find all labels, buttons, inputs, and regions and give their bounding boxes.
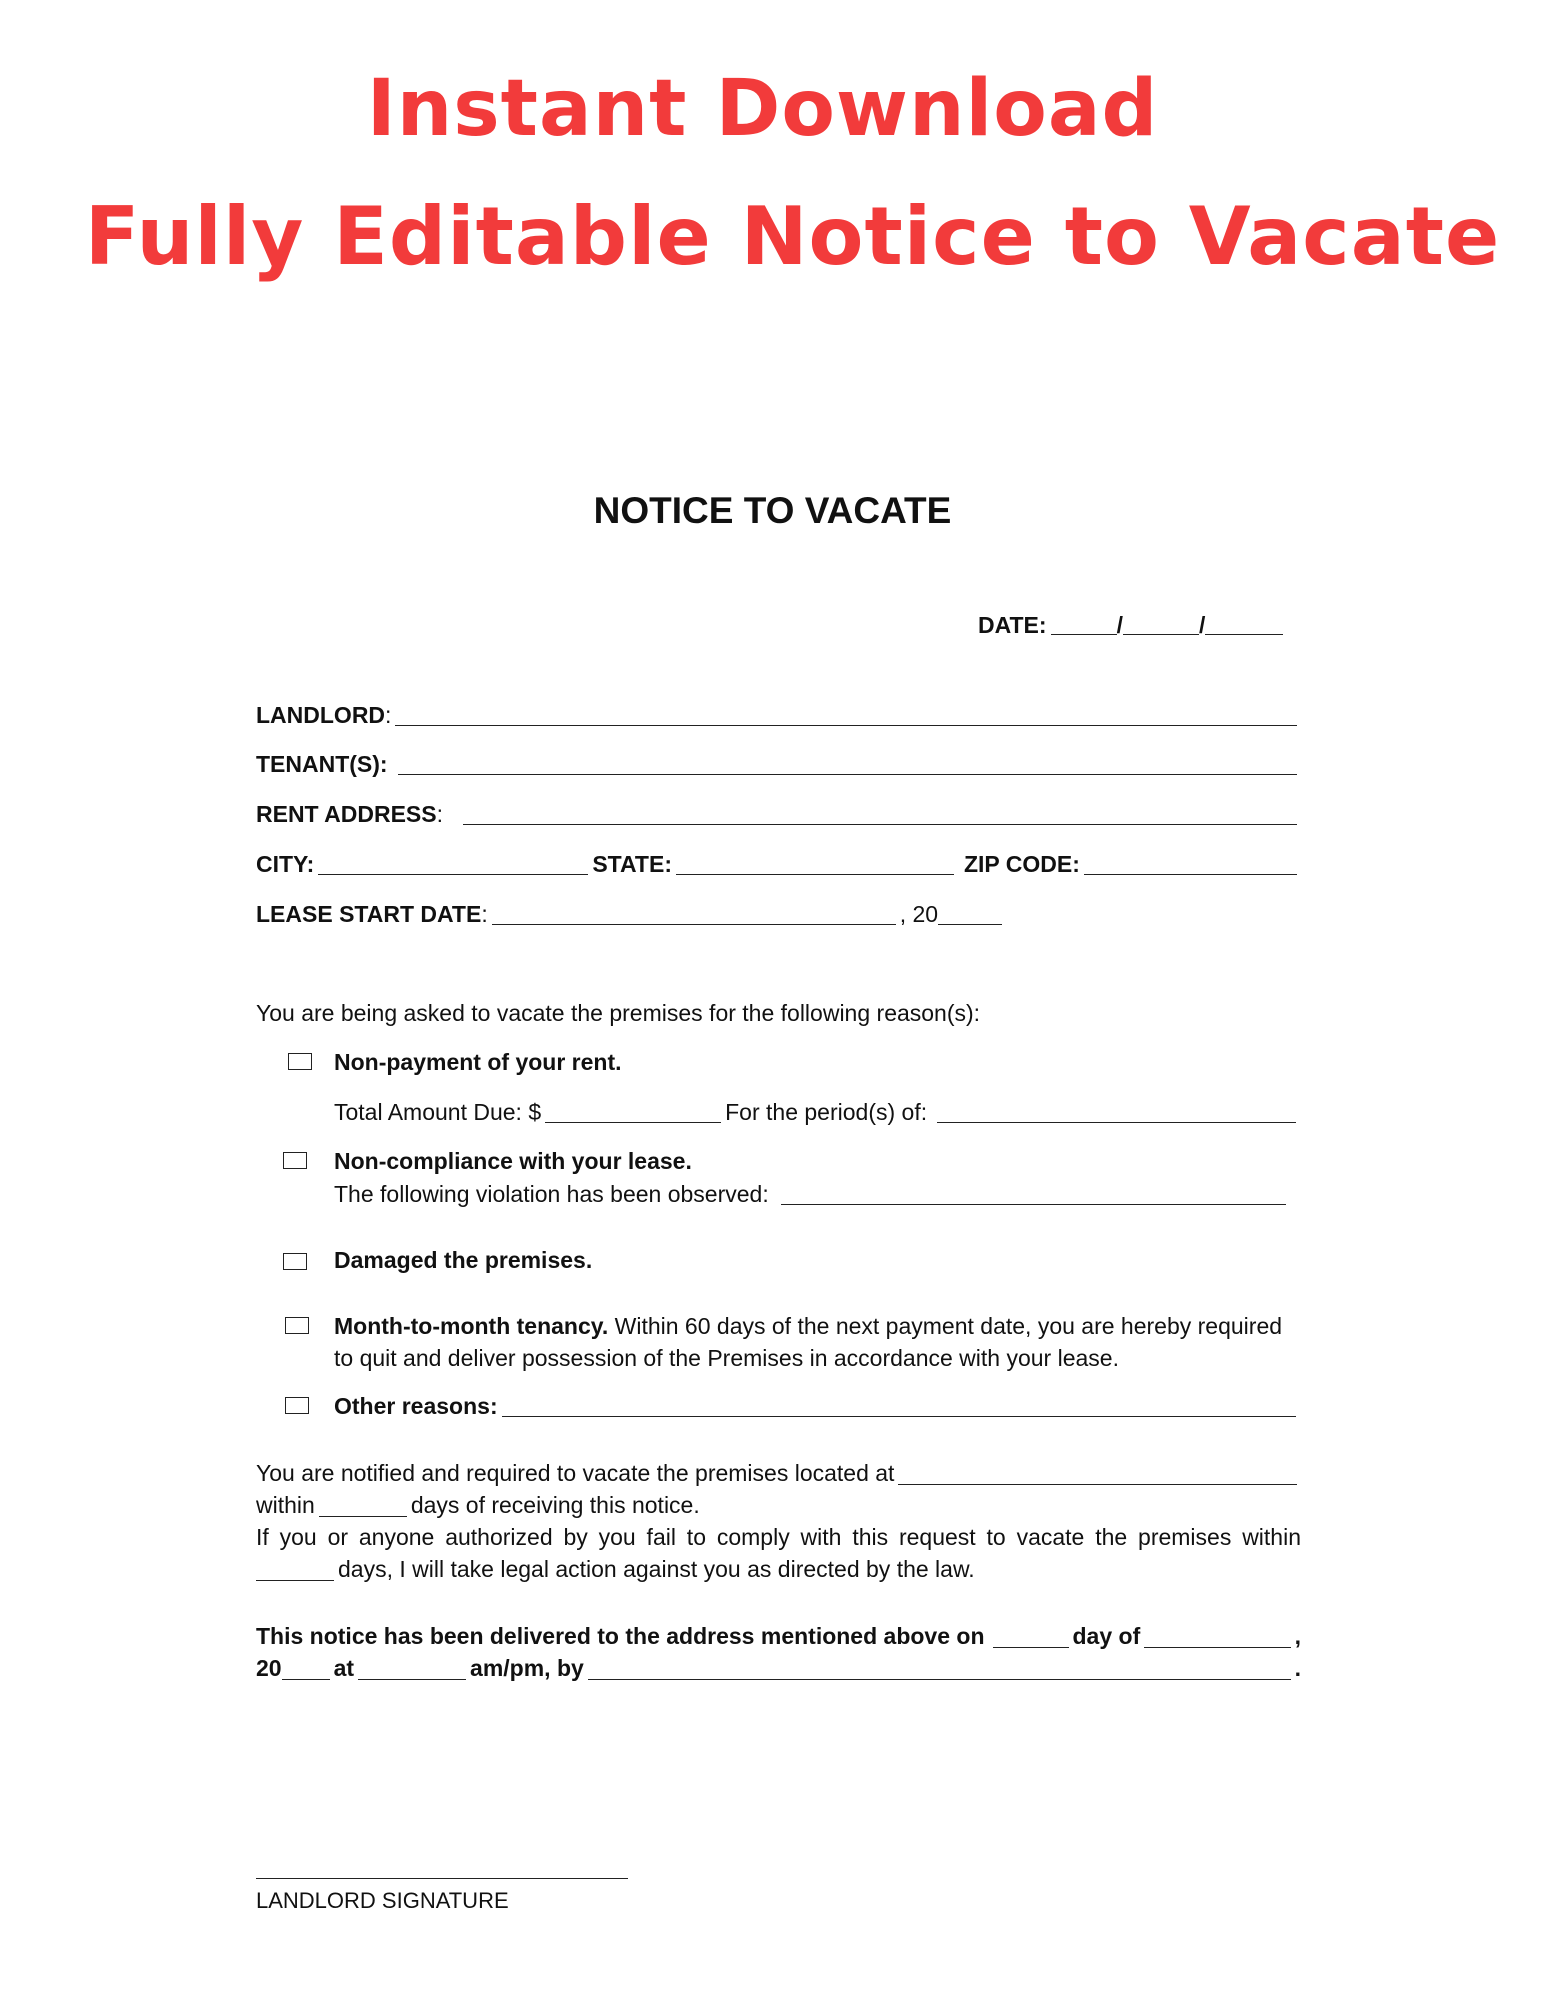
total-due-row xyxy=(334,1097,1300,1127)
promo-headline-2: Fully Editable Notice to Vacate xyxy=(84,190,1501,283)
zip-label: ZIP CODE: xyxy=(963,851,1080,877)
tenants-label: TENANT(S): xyxy=(256,751,388,777)
lease-year-field[interactable] xyxy=(938,902,1002,925)
month-to-month-paragraph xyxy=(334,1310,1300,1374)
date-row xyxy=(978,612,1287,639)
month-to-month-text-2: to quit and deliver possession of the Premises in accordance with your lease. xyxy=(334,1345,1119,1371)
delivered-year-field[interactable] xyxy=(282,1657,330,1680)
city-state-zip-row xyxy=(256,849,1301,879)
landlord-field[interactable] xyxy=(395,703,1297,726)
notified-line-3: If you or anyone authorized by you fail to comply with this request to vacate the premises within xyxy=(256,1524,1301,1550)
reasons-intro xyxy=(256,998,1301,1028)
nonpayment-label: Non-payment of your rent. xyxy=(334,1049,622,1075)
landlord-signature-label: LANDLORD SIGNATURE xyxy=(256,1888,509,1913)
rent-address-label: RENT ADDRESS xyxy=(256,801,437,827)
period-field[interactable] xyxy=(937,1100,1296,1123)
other-reasons-field[interactable] xyxy=(502,1394,1296,1417)
violation-row xyxy=(334,1179,1290,1209)
document-title: NOTICE TO VACATE xyxy=(593,490,952,531)
total-due-label: Total Amount Due: $ xyxy=(334,1099,542,1125)
days-field-1[interactable] xyxy=(319,1494,407,1517)
month-to-month-checkbox[interactable] xyxy=(285,1317,309,1334)
rent-address-field[interactable] xyxy=(463,802,1297,825)
noncompliance-checkbox[interactable] xyxy=(283,1152,307,1169)
days-field-2[interactable] xyxy=(256,1558,334,1581)
delivered-day-of: day of xyxy=(1072,1623,1141,1649)
date-label: DATE: xyxy=(978,612,1047,638)
date-separator: / xyxy=(1116,612,1123,638)
colon: : xyxy=(436,801,443,827)
delivered-ampm-by: am/pm, by xyxy=(470,1655,584,1681)
state-label: STATE: xyxy=(592,851,672,877)
month-to-month-label: Month-to-month tenancy. xyxy=(334,1313,609,1339)
date-separator: / xyxy=(1198,612,1206,638)
damaged-label: Damaged the premises. xyxy=(334,1247,593,1273)
delivered-by-field[interactable] xyxy=(588,1657,1291,1680)
notified-line-4: days, I will take legal action against you as directed by the law. xyxy=(338,1556,975,1582)
delivered-at-label: at xyxy=(333,1655,355,1681)
lease-year-prefix: , 20 xyxy=(899,901,939,927)
period-label: For the period(s) of: xyxy=(725,1099,928,1125)
notified-days-text: days of receiving this notice. xyxy=(410,1492,700,1518)
nonpayment-row xyxy=(334,1047,1300,1077)
lease-start-label: LEASE START DATE xyxy=(256,901,482,927)
delivered-period: . xyxy=(1294,1655,1301,1681)
colon: : xyxy=(385,702,392,728)
landlord-label: LANDLORD xyxy=(256,702,386,728)
delivered-day-field[interactable] xyxy=(993,1625,1069,1648)
lease-start-row xyxy=(256,899,1301,929)
notified-paragraph xyxy=(256,1457,1301,1585)
landlord-row xyxy=(256,700,1301,730)
date-day-field[interactable] xyxy=(1123,612,1199,635)
delivered-time-field[interactable] xyxy=(358,1657,466,1680)
delivered-comma: , xyxy=(1294,1623,1301,1649)
rent-address-row xyxy=(256,799,1301,829)
reasons-intro-text: You are being asked to vacate the premises for the following reason(s): xyxy=(256,1000,981,1026)
other-reasons-checkbox[interactable] xyxy=(285,1397,309,1414)
noncompliance-label: Non-compliance with your lease. xyxy=(334,1148,692,1174)
other-reasons-label: Other reasons: xyxy=(334,1393,498,1419)
other-reasons-row xyxy=(334,1391,1300,1421)
notified-line-1: You are notified and required to vacate the premises located at xyxy=(256,1460,895,1486)
delivered-paragraph xyxy=(256,1620,1301,1684)
state-field[interactable] xyxy=(676,852,954,875)
lease-start-field[interactable] xyxy=(492,902,896,925)
violation-field[interactable] xyxy=(781,1182,1286,1205)
delivered-year-prefix: 20 xyxy=(256,1655,282,1681)
colon: : xyxy=(481,901,488,927)
damaged-row xyxy=(334,1245,1300,1275)
city-label: CITY: xyxy=(256,851,315,877)
tenants-row xyxy=(256,749,1301,779)
violation-label: The following violation has been observed: xyxy=(334,1181,769,1207)
premises-location-field[interactable] xyxy=(898,1462,1297,1485)
date-month-field[interactable] xyxy=(1051,612,1117,635)
month-to-month-text-1: Within 60 days of the next payment date, you are hereby required xyxy=(608,1313,1283,1339)
delivered-text-1: This notice has been delivered to the address mentioned above on xyxy=(256,1623,985,1649)
landlord-signature-field[interactable] xyxy=(256,1878,628,1879)
damaged-checkbox[interactable] xyxy=(283,1253,307,1270)
tenants-field[interactable] xyxy=(398,752,1297,775)
zip-field[interactable] xyxy=(1084,852,1297,875)
promo-headline-1: Instant Download xyxy=(366,64,1159,154)
delivered-month-field[interactable] xyxy=(1144,1625,1290,1648)
noncompliance-row xyxy=(334,1146,1300,1176)
city-field[interactable] xyxy=(318,852,588,875)
notified-within-label: within xyxy=(256,1492,315,1518)
date-year-field[interactable] xyxy=(1205,612,1283,635)
total-due-field[interactable] xyxy=(545,1100,721,1123)
nonpayment-checkbox[interactable] xyxy=(288,1053,312,1070)
